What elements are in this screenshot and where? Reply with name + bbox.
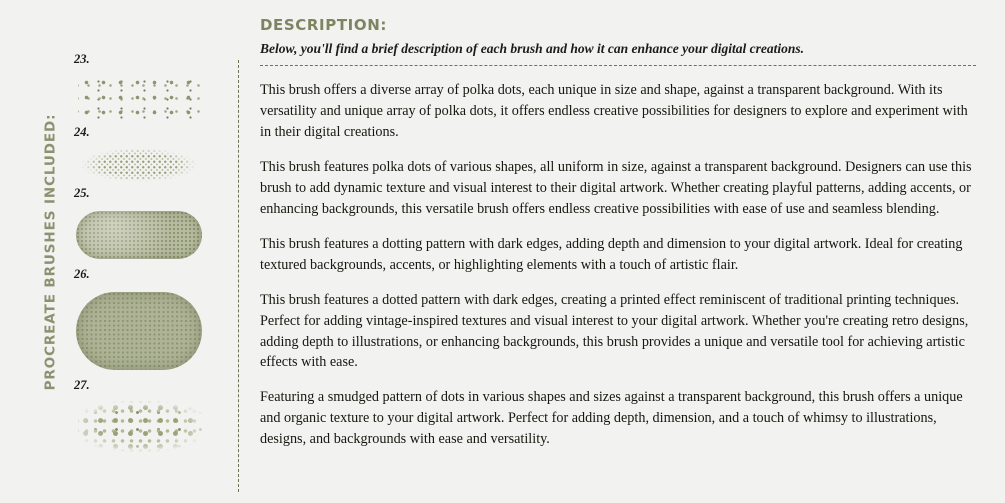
scattered-polka-dots-varied-size-icon	[78, 75, 202, 121]
description-paragraph: This brush features polka dots of various shapes, all uniform in size, against a transparent background. Designers can use this brush to add dynamic texture and visual interest to their digital artwork. Whether creating playful patterns, adding accents, or enhancing backgrounds, this versatile brush offers endless creative possibilities with ease of use and seamless blending.	[260, 159, 972, 217]
brush-number-24: 24.	[74, 125, 90, 139]
description-paragraph-list	[260, 80, 976, 450]
brush-number-23: 23.	[74, 52, 90, 66]
smudged-dots-various-shapes-icon	[78, 401, 202, 453]
solid-dotted-blob-dark-edges-icon	[76, 211, 202, 259]
description-paragraph: This brush offers a diverse array of polka dots, each unique in size and shape, against a transparent background. With its versatility and unique array of polka dots, it offers endless creative possibilities for designers to explore and experiment with in their digital creations.	[260, 82, 968, 140]
brush-number-25: 25.	[74, 186, 90, 200]
brush-number-27: 27.	[74, 378, 90, 392]
description-subheading: Below, you'll find a brief description of each brush and how it can enhance your digital creations.	[260, 41, 805, 56]
brush-item-25	[62, 186, 222, 267]
brush-number-26: 26.	[74, 267, 90, 281]
description-paragraph: This brush features a dotted pattern with dark edges, creating a printed effect reminiscent of traditional printing techniques. Perfect for adding vintage-inspired textures and visual interest to your digital artwork. Whether you're creating retro designs, adding depth to illustrations, or enhancing backgrounds, this brush provides a unique and versatile tool for achieving artistic effects with ease.	[260, 291, 969, 371]
brush-swatch-24	[70, 144, 208, 186]
brush-swatch-26	[70, 286, 208, 378]
brush-item-23	[62, 52, 222, 125]
description-paragraph: Featuring a smudged pattern of dots in various shapes and sizes against a transparent background, this brush offers a unique and organic texture to your digital artwork. Perfect for adding depth, dimension, and a touch of whimsy to illustrations, designs, and backgrounds with ease and versatility.	[260, 389, 963, 448]
brush-swatch-column	[62, 52, 222, 459]
solid-printed-dotted-blob-icon	[76, 292, 202, 370]
uniform-polka-dots-oval-field-icon	[80, 148, 198, 182]
brush-swatch-25	[70, 205, 208, 267]
brush-swatch-27	[70, 397, 208, 459]
brush-item-27	[62, 378, 222, 459]
description-paragraph: This brush features a dotting pattern with dark edges, adding depth and dimension to your digital artwork. Ideal for creating textured backgrounds, accents, or highlighting elements with a touch of artistic flair.	[260, 235, 963, 273]
brush-item-26	[62, 267, 222, 378]
panel-horizontal-divider	[260, 65, 976, 66]
description-panel	[238, 16, 978, 450]
vertical-section-label-text: PROCREATE BRUSHES INCLUDED:	[42, 113, 58, 390]
description-heading: DESCRIPTION:	[260, 16, 387, 34]
brush-swatch-23	[70, 71, 208, 125]
brush-item-24	[62, 125, 222, 186]
